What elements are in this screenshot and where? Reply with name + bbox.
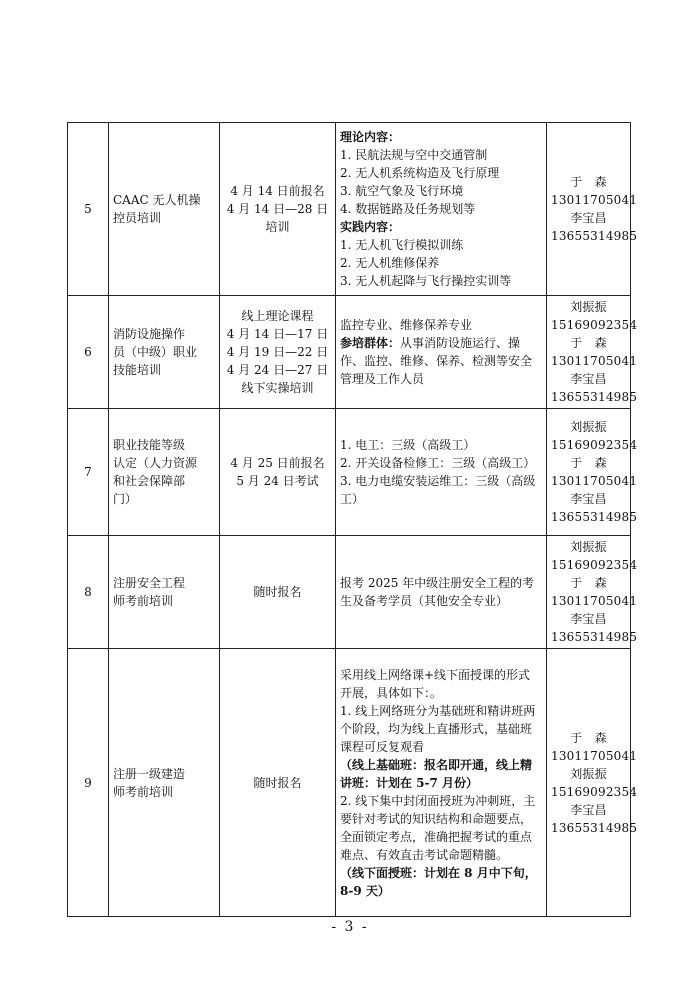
row-number: 9	[68, 649, 109, 917]
contact-info: 于 森 13011705041 刘振振 15169092354 李宝昌 13655314985	[547, 649, 631, 917]
course-name: 职业技能等级 认定（人力资源 和社会保障部 门）	[109, 409, 220, 536]
schedule: 随时报名	[220, 649, 336, 917]
course-content: 报考 2025 年中级注册安全工程的考生及备考学员（其他安全专业）	[336, 536, 547, 649]
row-number: 7	[68, 409, 109, 536]
contact-info: 刘振振 15169092354 于 森 13011705041 李宝昌 13655314985	[547, 296, 631, 409]
row-number: 5	[68, 123, 109, 296]
course-name: CAAC 无人机操 控员培训	[109, 123, 220, 296]
course-content: 1. 电工：三级（高级工） 2. 开关设备检修工：三级（高级工） 3. 电力电缆安装运维工：三级（高级工）	[336, 409, 547, 536]
course-name: 消防设施操作 员（中级）职业 技能培训	[109, 296, 220, 409]
course-name: 注册安全工程 师考前培训	[109, 536, 220, 649]
contact-info: 刘振振 15169092354 于 森 13011705041 李宝昌 13655314985	[547, 536, 631, 649]
training-table	[67, 122, 638, 917]
row-number: 8	[68, 536, 109, 649]
course-content: 监控专业、维修保养专业 参培群体：从事消防设施运行、操作、监控、维修、保养、检测等安全管理及工作人员	[336, 296, 547, 409]
schedule: 线上理论课程 4 月 14 日—17 日 4 月 19 日—22 日 4 月 24 日—27 日 线下实操培训	[220, 296, 336, 409]
schedule: 4 月 14 日前报名 4 月 14 日—28 日 培训	[220, 123, 336, 296]
table-row	[68, 649, 631, 917]
table-row	[68, 409, 631, 536]
table-row	[68, 296, 631, 409]
page-number: - 3 -	[331, 919, 369, 935]
course-name: 注册一级建造 师考前培训	[109, 649, 220, 917]
table-row	[68, 123, 631, 296]
table-row	[68, 536, 631, 649]
course-content: 理论内容： 1. 民航法规与空中交通管制 2. 无人机系统构造及飞行原理 3. 航空气象及飞行环境 4. 数据链路及任务规划等 实践内容： 1. 无人机飞行模拟训练 2. 无人机维修保养 3. 无人机起降与飞行操控实训等	[336, 123, 547, 296]
contact-info: 于 森 13011705041 李宝昌 13655314985	[547, 123, 631, 296]
contact-info: 刘振振 15169092354 于 森 13011705041 李宝昌 13655314985	[547, 409, 631, 536]
course-content: 采用线上网络课+线下面授课的形式开展，具体如下：。 1. 线上网络班分为基础班和精讲班两个阶段，均为线上直播形式，基础班课程可反复观看 （线上基础班：报名即开通，线上精讲班：计划在 5-7 月份） 2. 线下集中封闭面授班为冲刺班，主要针对考试的知识结构和命题要点，全面锁定考点，准确把握考试的重点难点、有效直击考试命题精髓。 （线下面授班：计划在 8 月中下旬，8-9 天）	[336, 649, 547, 917]
schedule: 4 月 25 日前报名 5 月 24 日考试	[220, 409, 336, 536]
schedule: 随时报名	[220, 536, 336, 649]
row-number: 6	[68, 296, 109, 409]
